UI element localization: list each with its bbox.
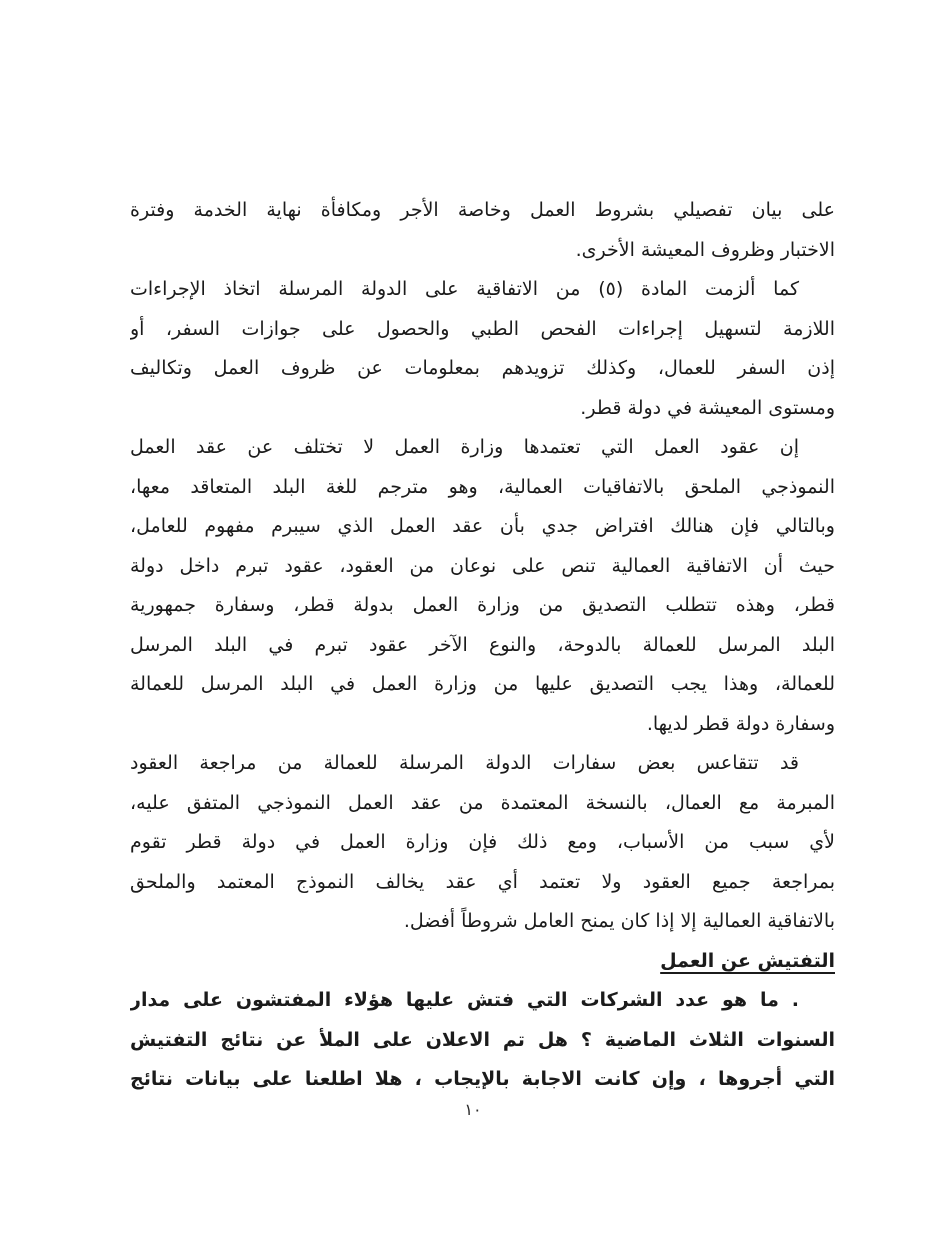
text-line: على بيان تفصيلي بشروط العمل وخاصة الأجر ومكافأة نهاية الخدمة وفترة — [130, 199, 835, 221]
text-line: بمراجعة جميع العقود ولا تعتمد أي عقد يخالف النموذج المعتمد والملحق — [130, 870, 835, 893]
text-line: كما ألزمت المادة (٥) من الاتفاقية على الدولة المرسلة اتخاذ الإجراءات — [130, 278, 799, 300]
text-line: ومستوى المعيشة في دولة قطر. — [580, 396, 835, 419]
text-line: السنوات الثلاث الماضية ؟ هل تم الاعلان على الملأ عن نتائج التفتيش — [130, 1028, 835, 1051]
text-line: إذن السفر للعمال، وكذلك تزويدهم بمعلومات عن ظروف العمل وتكاليف — [130, 357, 835, 379]
text-line: البلد المرسل للعمالة بالدوحة، والنوع الآخر عقود تبرم في البلد المرسل — [130, 633, 835, 656]
text-line: وبالتالي فإن هنالك افتراض جدي بأن عقد العمل الذي سيبرم مفهوم للعامل، — [130, 515, 835, 537]
text-line: وسفارة دولة قطر لديها. — [646, 712, 835, 735]
text-line: المبرمة مع العمال، بالنسخة المعتمدة من عقد العمل النموذجي المتفق عليه، — [130, 791, 835, 814]
text-line: قطر، وهذه تتطلب التصديق من وزارة العمل بدولة قطر، وسفارة جمهورية — [130, 594, 835, 616]
text-block — [130, 191, 835, 1100]
text-line: لأي سبب من الأسباب، ومع ذلك فإن وزارة العمل في دولة قطر تقوم — [130, 831, 835, 853]
text-line: اللازمة لتسهيل إجراءات الفحص الطبي والحصول على جوازات السفر، أو — [130, 317, 835, 340]
text-line: قد تتقاعس بعض سفارات الدولة المرسلة للعمالة من مراجعة العقود — [130, 752, 799, 774]
section-heading: التفتيش عن العمل — [660, 949, 835, 972]
text-line: التي أجروها ، وإن كانت الاجابة بالإيجاب ، هلا اطلعنا على بيانات نتائج — [130, 1068, 835, 1090]
text-line: حيث أن الاتفاقية العمالية تنص على نوعان من العقود، عقود تبرم داخل دولة — [130, 554, 835, 577]
page-number: ١٠ — [464, 1100, 482, 1119]
text-line: . ما هو عدد الشركات التي فتش عليها هؤلاء المفتشون على مدار — [130, 989, 799, 1011]
text-line: النموذجي الملحق بالاتفاقيات العمالية، وهو مترجم للغة البلد المتعاقد معها، — [130, 475, 835, 498]
text-line: للعمالة، وهذا يجب التصديق عليها من وزارة العمل في البلد المرسل للعمالة — [130, 673, 835, 695]
text-line: إن عقود العمل التي تعتمدها وزارة العمل لا تختلف عن عقد العمل — [130, 436, 799, 458]
text-line: الاختبار وظروف المعيشة الأخرى. — [575, 238, 835, 261]
text-line: بالاتفاقية العمالية إلا إذا كان يمنح العامل شروطاً أفضل. — [403, 910, 835, 932]
